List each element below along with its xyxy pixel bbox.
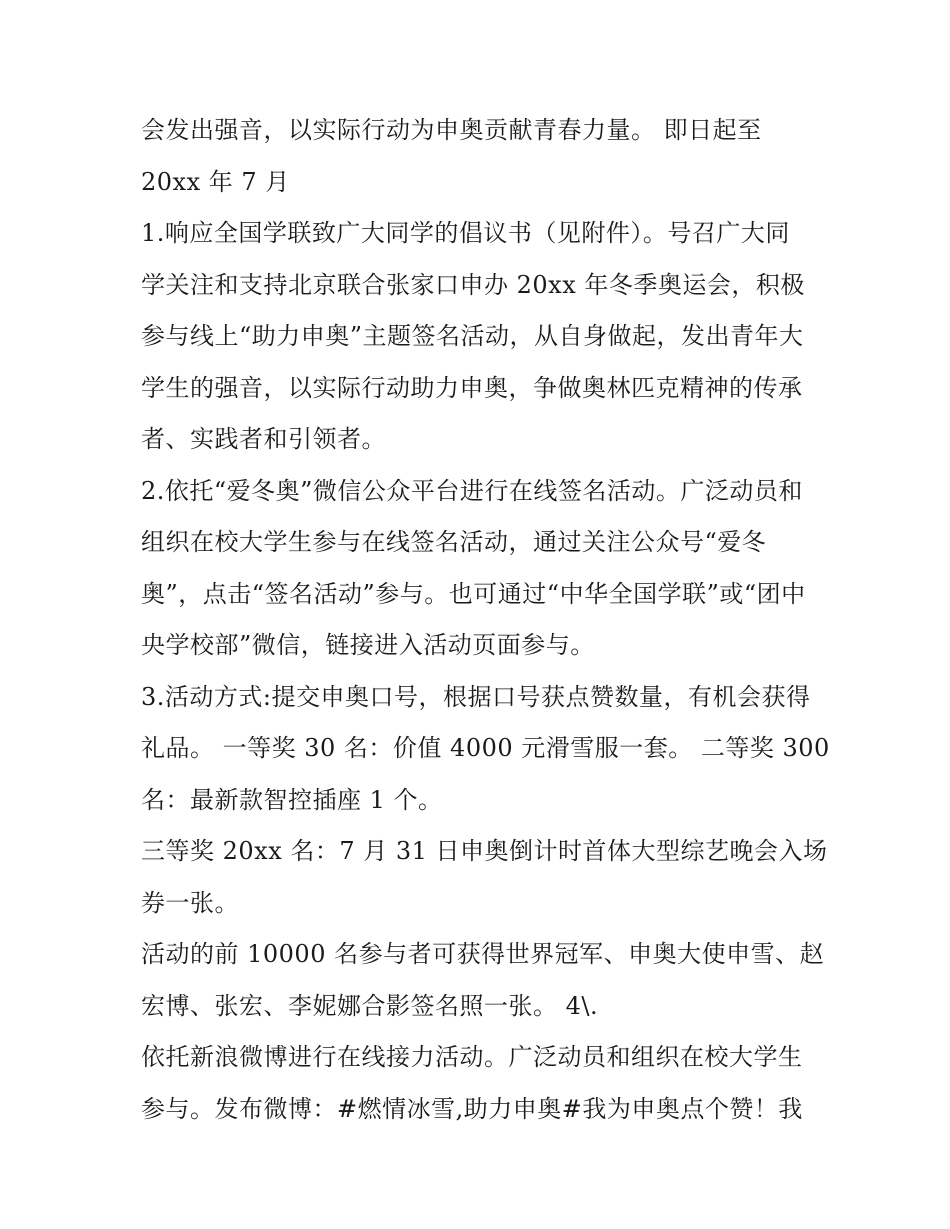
text-line: 活动的前 10000 名参与者可获得世界冠军、申奥大使申雪、赵 [141,940,825,968]
text-line: 者、实践者和引领者。 [141,425,386,453]
document-body [141,108,830,1138]
text-line: 参与。发布微博：#燃情冰雪,助力申奥#我为申奥点个赞！我 [141,1094,803,1123]
text-line: 1.响应全国学联致广大同学的倡议书（见附件）。号召广大同 [141,219,790,247]
text-line: 三等奖 20xx 名：7 月 31 日申奥倒计时首体大型综艺晚会入场 [141,837,828,865]
text-line: 依托新浪微博进行在线接力活动。广泛动员和组织在校大学生 [141,1043,803,1071]
text-line: 宏博、张宏、李妮娜合影签名照一张。 4\. [141,991,599,1020]
text-line: 学生的强音，以实际行动助力申奥，争做奥林匹克精神的传承 [141,373,803,402]
text-line: 3.活动方式:提交申奥口号，根据口号获点赞数量，有机会获得 [141,682,811,711]
text-line: 奥”，点击“签名活动”参与。也可通过“中华全国学联”或“团中 [141,579,806,608]
text-line: 会发出强音，以实际行动为申奥贡献青春力量。 即日起至 [141,116,762,144]
text-line: 学关注和支持北京联合张家口申办 20xx 年冬季奥运会，积极 [141,270,805,299]
text-line: 礼品。 一等奖 30 名：价值 4000 元滑雪服一套。 二等奖 300 [141,734,830,762]
text-line: 组织在校大学生参与在线签名活动，通过关注公众号“爱冬 [141,528,767,556]
text-line: 参与线上“助力申奥”主题签名活动，从自身做起，发出青年大 [141,322,804,350]
text-line: 2.依托“爱冬奥”微信公众平台进行在线签名活动。广泛动员和 [141,476,803,505]
text-line: 名：最新款智控插座 1 个。 [141,785,443,814]
text-line: 央学校部”微信，链接进入活动页面参与。 [141,631,595,659]
text-line: 券一张。 [141,888,239,917]
text-line: 20xx 年 7 月 [141,167,290,196]
